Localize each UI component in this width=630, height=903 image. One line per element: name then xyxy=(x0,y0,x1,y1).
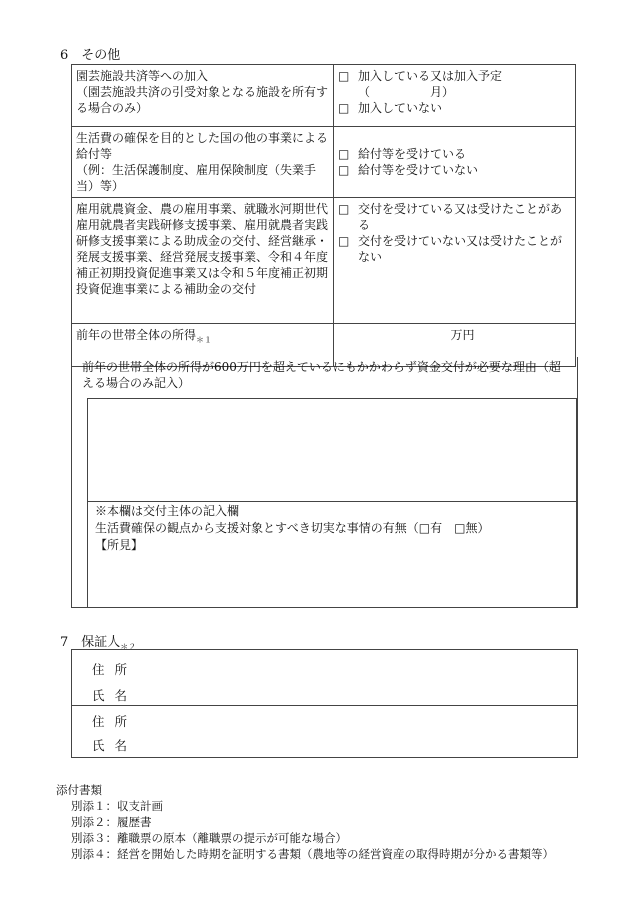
table-row xyxy=(72,65,576,127)
divider xyxy=(72,705,577,706)
list-item: 別添２：履歴書 xyxy=(71,815,152,829)
row-label-insurance: 園芸施設共済等への加入 （園芸施設共済の引受対象となる施設を所有する場合のみ） xyxy=(72,65,334,127)
list-item: 別添４：経営を開始した時期を証明する書類（農地等の経営資産の取得時期が分かる書類等） xyxy=(71,847,554,861)
checkbox[interactable]: □ xyxy=(338,101,350,115)
divider xyxy=(88,501,576,502)
income-note: ＊１ xyxy=(196,335,213,345)
option-label: 交付を受けている又は受けたことがある xyxy=(358,202,563,232)
guarantor-1-name-label: 氏名 xyxy=(92,688,138,703)
row-options-subsidies xyxy=(334,198,576,324)
row-options-insurance xyxy=(334,65,576,127)
issuer-question: 生活費確保の観点から支援対象とすべき切実な事情の有無（□有 □無） xyxy=(95,521,490,535)
attachments-title: 添付書類 xyxy=(56,783,102,797)
issuer-note: ※本欄は交付主体の記入欄 xyxy=(95,504,240,518)
reason-box xyxy=(87,398,577,608)
checkbox[interactable]: □ xyxy=(338,69,350,83)
checkbox[interactable]: □ xyxy=(338,163,350,177)
reason-input[interactable] xyxy=(88,399,576,501)
table-row xyxy=(72,127,576,198)
guarantor-1-address-label: 住所 xyxy=(92,662,138,677)
section-6-title: 6 その他 xyxy=(60,48,121,63)
issuer-opinion: 【所見】 xyxy=(95,538,144,552)
section-7-title-text: 7 保証人 xyxy=(60,635,121,650)
income-label: 前年の世帯全体の所得 xyxy=(76,328,197,342)
list-item: 別添３：離職票の原本（離職票の提示が可能な場合） xyxy=(71,831,347,845)
guarantor-2-address-field[interactable] xyxy=(152,707,562,731)
row-label-benefits: 生活費の確保を目的とした国の他の事業による給付等 （例：生活保護制度、雇用保険制度（失業手当）等） xyxy=(72,127,334,198)
checkbox[interactable]: □ xyxy=(338,147,350,161)
guarantor-2-address-label: 住所 xyxy=(92,714,138,729)
checkbox[interactable]: □ xyxy=(338,234,350,248)
checkbox[interactable]: □ xyxy=(338,202,350,216)
list-item: 別添１：収支計画 xyxy=(71,799,163,813)
income-unit: 万円 xyxy=(450,328,475,342)
option-label: 交付を受けていない又は受けたことがない xyxy=(358,234,563,264)
guarantor-1-address-field[interactable] xyxy=(152,654,562,678)
attachments-list xyxy=(56,782,554,862)
reason-section xyxy=(71,357,578,608)
option-label: 加入している又は加入予定 （ 月） xyxy=(358,69,503,99)
row-label-subsidies: 雇用就農資金、農の雇用事業、就職氷河期世代雇用就農者実践研修支援事業、雇用就農者実践研修支援事業による助成金の交付、経営継承・発展支援事業、経営発展支援事業、令和４年度補正初期投資促進事業又は令和５年度補正初期投資促進事業による補助金の交付 xyxy=(72,198,334,324)
row-options-benefits xyxy=(334,127,576,198)
table-row xyxy=(72,198,576,324)
guarantor-2-name-field[interactable] xyxy=(152,732,562,754)
other-info-table xyxy=(71,64,576,367)
option-label: 給付等を受けていない xyxy=(358,163,479,177)
guarantor-2-name-label: 氏名 xyxy=(92,738,138,753)
guarantor-table xyxy=(71,649,578,758)
issuer-section xyxy=(95,503,489,554)
guarantor-1-name-field[interactable] xyxy=(152,680,562,702)
option-label: 給付等を受けている xyxy=(358,147,467,161)
section-7-note: ＊２ xyxy=(120,642,137,652)
option-label: 加入していない xyxy=(358,101,443,115)
reason-prompt: 前年の世帯全体の所得が600万円を超えているにもかかわらず資金交付が必要な理由（超える場合のみ記入） xyxy=(82,360,561,390)
